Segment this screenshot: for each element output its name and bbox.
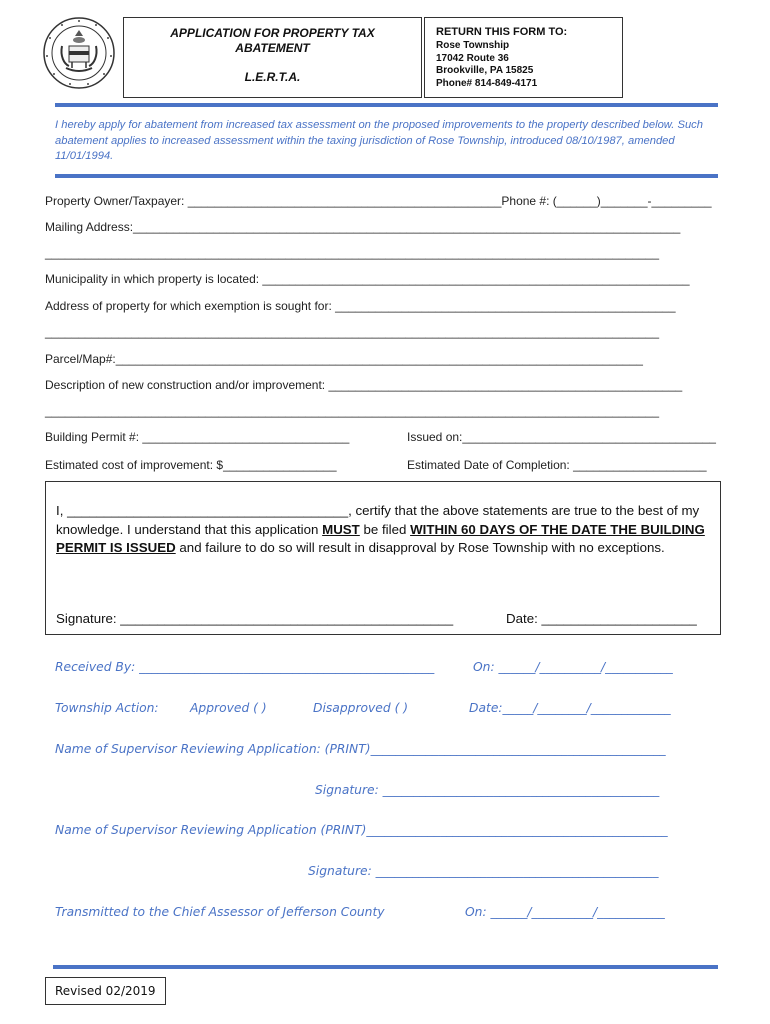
municipality-field[interactable]: Municipality in which property is located: ________________________________________________________________ (45, 272, 690, 286)
property-address-field[interactable]: Address of property for which exemption is sought for: ___________________________________________________ (45, 299, 676, 313)
form-title-box (123, 17, 422, 98)
certification-box (45, 481, 721, 635)
intro-text: I hereby apply for abatement from increased tax assessment on the proposed improvements to the property described below. Such abatement applies to increased assessment within the taxing jurisdiction of Rose Township, introduced 08/10/1987, amended 11/01/1994. (55, 119, 703, 162)
disapproved-checkbox[interactable]: Disapproved ( ) (313, 701, 409, 715)
parcel-field[interactable]: Parcel/Map#:_______________________________________________________________________________ (45, 352, 643, 366)
return-line: 17042 Route 36 (436, 52, 509, 64)
transmitted-label: Transmitted to the Chief Assessor of Jefferson County (55, 905, 385, 919)
received-by-field[interactable]: Received By: ________________________________________________ (55, 660, 435, 674)
supervisor-name-field-2[interactable]: Name of Supervisor Reviewing Application (PRINT)_________________________________________________ (55, 823, 668, 837)
transmitted-on-field[interactable]: On: ______/__________/___________ (465, 905, 665, 919)
return-heading: RETURN THIS FORM TO: (436, 26, 568, 38)
certification-text: I, ______________________________________, certify that the above statements are true to the best of my knowledge. I understand that this application (56, 503, 700, 537)
description-field[interactable]: Description of new construction and/or improvement: _____________________________________________________ (45, 378, 683, 392)
description-line-2[interactable]: ____________________________________________________________________________________________ (45, 404, 659, 418)
supervisor-signature-field-2[interactable]: Signature: ______________________________________________ (308, 864, 659, 878)
form-title: APPLICATION FOR PROPERTY TAX ABATEMENT (170, 26, 375, 55)
certification-text: and failure to do so will result in disapproval by Rose Township with no exceptions. (175, 540, 665, 555)
must-emphasis: MUST (322, 521, 360, 537)
signature-field[interactable]: Signature: _____________________________________________ (56, 611, 454, 626)
issued-on-field[interactable]: Issued on:______________________________________ (407, 430, 716, 444)
return-line: Phone# 814-849-4171 (436, 78, 538, 90)
date-field[interactable]: Date: _____________________ (506, 611, 697, 626)
township-action-label: Township Action: (55, 701, 159, 715)
estimated-cost-field[interactable]: Estimated cost of improvement: $_________________ (45, 458, 337, 472)
return-line: Rose Township (436, 39, 510, 51)
divider (55, 174, 718, 178)
mailing-address-field[interactable]: Mailing Address:__________________________________________________________________________________ (45, 220, 681, 234)
supervisor-name-field[interactable]: Name of Supervisor Reviewing Application: (PRINT)________________________________________________ (55, 742, 666, 756)
approved-checkbox[interactable]: Approved ( ) (190, 701, 267, 715)
certification-text: be filed (359, 521, 411, 537)
township-seal (42, 16, 116, 90)
form-subtitle: L.E.R.T.A. (244, 70, 301, 84)
mailing-address-line-2[interactable]: ____________________________________________________________________________________________ (45, 246, 659, 260)
return-address-box (424, 17, 623, 98)
revision-label: Revised 02/2019 (45, 977, 166, 1005)
action-date-field[interactable]: Date:_____/________/_____________ (469, 701, 671, 715)
received-on-field[interactable]: On: ______/__________/___________ (473, 660, 673, 674)
property-address-line-2[interactable]: ____________________________________________________________________________________________ (45, 325, 659, 339)
deadline-emphasis: WITHIN 60 DAYS OF THE DATE THE BUILDING PERMIT IS ISSUED (56, 521, 705, 555)
divider (55, 103, 718, 107)
divider (53, 965, 718, 969)
return-line: Brookville, PA 15825 (436, 65, 534, 77)
supervisor-signature-field[interactable]: Signature: _____________________________________________ (315, 783, 660, 797)
owner-field[interactable]: Property Owner/Taxpayer: _______________________________________________Phone #: (______)_______-_________ (45, 194, 712, 208)
building-permit-field[interactable]: Building Permit #: _______________________________ (45, 430, 350, 444)
completion-date-field[interactable]: Estimated Date of Completion: ____________________ (407, 458, 707, 472)
